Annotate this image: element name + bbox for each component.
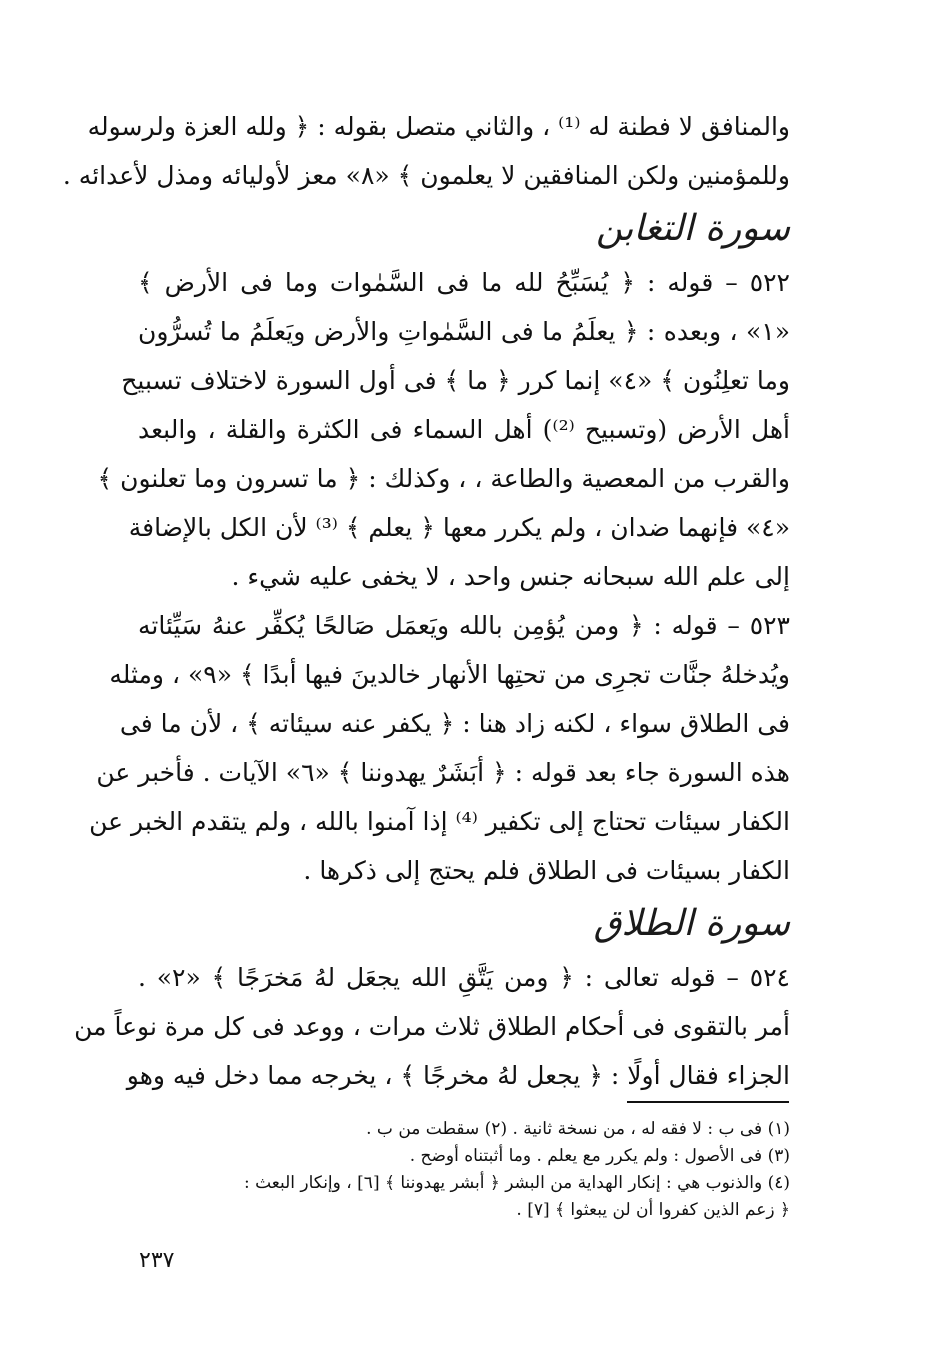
footnote-line: (١) فى ب : لا فقه له ، من نسخة ثانية . (٢) سقطت من ب . — [366, 1119, 790, 1139]
text-line: فى الطلاق سواء ، لكنه زاد هنا : ﴿ يكفر عنه سيئاته ﴾ ، لأن ما فى — [119, 709, 790, 738]
section-522 — [97, 258, 791, 601]
text-line: أهل الأرض (وتسبيح ⁽²⁾) أهل السماء فى الكثرة والقلة ، والبعد — [138, 415, 791, 444]
footnote-line: (٤) والذنوب هي : إنكار الهداية من البشر ﴿ أبشر يهدوننا ﴾ [٦] ، وإنكار البعث : — [243, 1173, 790, 1193]
section-523 — [89, 601, 790, 895]
page-number: ٢٣٧ — [139, 1248, 175, 1273]
footnote-line: (٣) فى الأصول : ولم يكرر مع يعلم . وما أثبتناه أوضح . — [409, 1146, 790, 1166]
text-line: ويُدخلهُ جنَّات تجرِى من تحتِها الأنهار خالدينَ فيها أبدًا ﴾ «٩» ، ومثله — [109, 660, 790, 689]
text-line: أمر بالتقوى فى أحكام الطلاق ثلاث مرات ، ووعد فى كل مرة نوعاً من — [74, 1012, 790, 1041]
text-line: وللمؤمنين ولكن المنافقين لا يعلمون ﴾ «٨» معز لأوليائه ومذل لأعدائه . — [62, 161, 790, 190]
section-524 — [74, 953, 790, 1100]
surah-title-taghabun: سورة التغابن — [595, 208, 790, 249]
text-line: وما تعلِنُون ﴾ «٤» إنما كرر ﴿ ما ﴾ فى أول السورة لاختلاف تسبيح — [121, 366, 790, 395]
main-text — [62, 102, 791, 1100]
text-line: إلى علم الله سبحانه جنس واحد ، لا يخفى عليه شيء . — [231, 562, 790, 591]
text-line: هذه السورة جاء بعد قوله : ﴿ أبَشَرٌ يهدوننا ﴾ «٦» الآيات . فأخبر عن — [96, 758, 790, 787]
text-line: ٥٢٢ – قوله : ﴿ يُسَبِّحُ لله ما فى السَّمٰوات وما فى الأرض ﴾ — [138, 268, 790, 297]
footnote-divider — [627, 1101, 789, 1103]
text-line: الجزاء فقال أولًا : ﴿ يجعل لهُ مخرجًا ﴾ ، يخرجه مما دخل فيه وهو — [126, 1061, 790, 1090]
surah-title-talaq: سورة الطلاق — [593, 903, 790, 944]
text-line: والمنافق لا فطنة له ⁽¹⁾ ، والثاني متصل بقوله : ﴿ ولله العزة ولرسوله — [87, 112, 790, 141]
footnote-line: ﴿ زعم الذين كفروا أن لن يبعثوا ﴾ [٧] . — [516, 1200, 790, 1220]
text-line: ٥٢٤ – قوله تعالى : ﴿ ومن يَتَّقِ الله يجعَل لهُ مَخرَجًا ﴾ «٢» . — [138, 963, 790, 992]
text-line: «١» ، وبعده : ﴿ يعلَمُ ما فى السَّمٰواتِ والأرض ويَعلَمُ ما تُسرُّون — [138, 317, 790, 346]
text-line: ٥٢٣ – قوله : ﴿ ومن يُؤمِن بالله ويَعمَل صَالحًا يُكفِّر عنهُ سَيِّئاته — [138, 611, 790, 640]
text-line: والقرب من المعصية والطاعة ، ، وكذلك : ﴿ ما تسرون وما تعلنون ﴾ — [97, 464, 790, 493]
text-line: «٤» فإنهما ضدان ، ولم يكرر معها ﴿ يعلم ﴾ ⁽³⁾ لأن الكل بالإضافة — [128, 513, 790, 542]
footnotes — [138, 1116, 790, 1224]
text-line: الكفار بسيئات فى الطلاق فلم يحتج إلى ذكرها . — [303, 856, 790, 885]
intro-paragraph — [62, 102, 790, 200]
text-line: الكفار سيئات تحتاج إلى تكفير ⁽⁴⁾ إذا آمنوا بالله ، ولم يتقدم الخبر عن — [89, 807, 790, 836]
